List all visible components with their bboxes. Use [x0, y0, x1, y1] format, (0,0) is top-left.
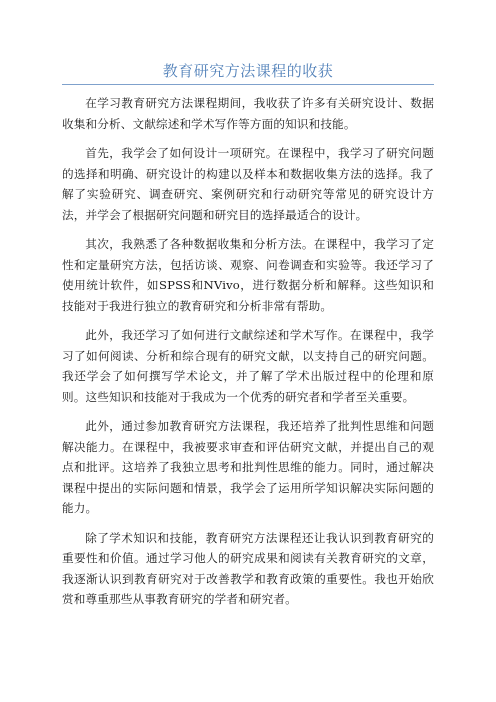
- paragraph-literature-writing: 此外，我还学习了如何进行文献综述和学术写作。在课程中，我学习了如何阅读、分析和综合现有的研究文献，以支持自己的研究问题。我还学会了如何撰写学术论文，并了解了学术出版过程中的伦理和原则。这些知识和技能对于我成为一个优秀的研究者和学者至关重要。: [62, 328, 434, 404]
- document-body: [62, 93, 434, 619]
- document-title: 教育研究方法课程的收获: [162, 62, 334, 80]
- paragraph-data-methods: 其次，我熟悉了各种数据收集和分析方法。在课程中，我学习了定性和定量研究方法，包括访谈、观察、问卷调查和实验等。我还学习了使用统计软件，如SPSS和NVivo，进行数据分析和解释。这些知识和技能对于我进行独立的教育研究和分析非常有帮助。: [62, 237, 434, 313]
- paragraph-research-design: 首先，我学会了如何设计一项研究。在课程中，我学习了研究问题的选择和明确、研究设计的构建以及样本和数据收集方法的选择。我了解了实验研究、调查研究、案例研究和行动研究等常见的研究设计方法，并学会了根据研究问题和研究目的选择最适合的设计。: [62, 146, 434, 222]
- paragraph-value-of-research: 除了学术知识和技能，教育研究方法课程还让我认识到教育研究的重要性和价值。通过学习他人的研究成果和阅读有关教育研究的文章，我逐渐认识到教育研究对于改善教学和教育政策的重要性。我也开始欣赏和尊重那些从事教育研究的学者和研究者。: [62, 530, 434, 606]
- title-underline: [62, 84, 434, 85]
- paragraph-intro: 在学习教育研究方法课程期间，我收获了许多有关研究设计、数据收集和分析、文献综述和学术写作等方面的知识和技能。: [62, 96, 434, 131]
- paragraph-critical-thinking: 此外，通过参加教育研究方法课程，我还培养了批判性思维和问题解决能力。在课程中，我被要求审查和评估研究文献，并提出自己的观点和批评。这培养了我独立思考和批判性思维的能力。同时，通过解决课程中提出的实际问题和情景，我学会了运用所学知识解决实际问题的能力。: [62, 419, 434, 515]
